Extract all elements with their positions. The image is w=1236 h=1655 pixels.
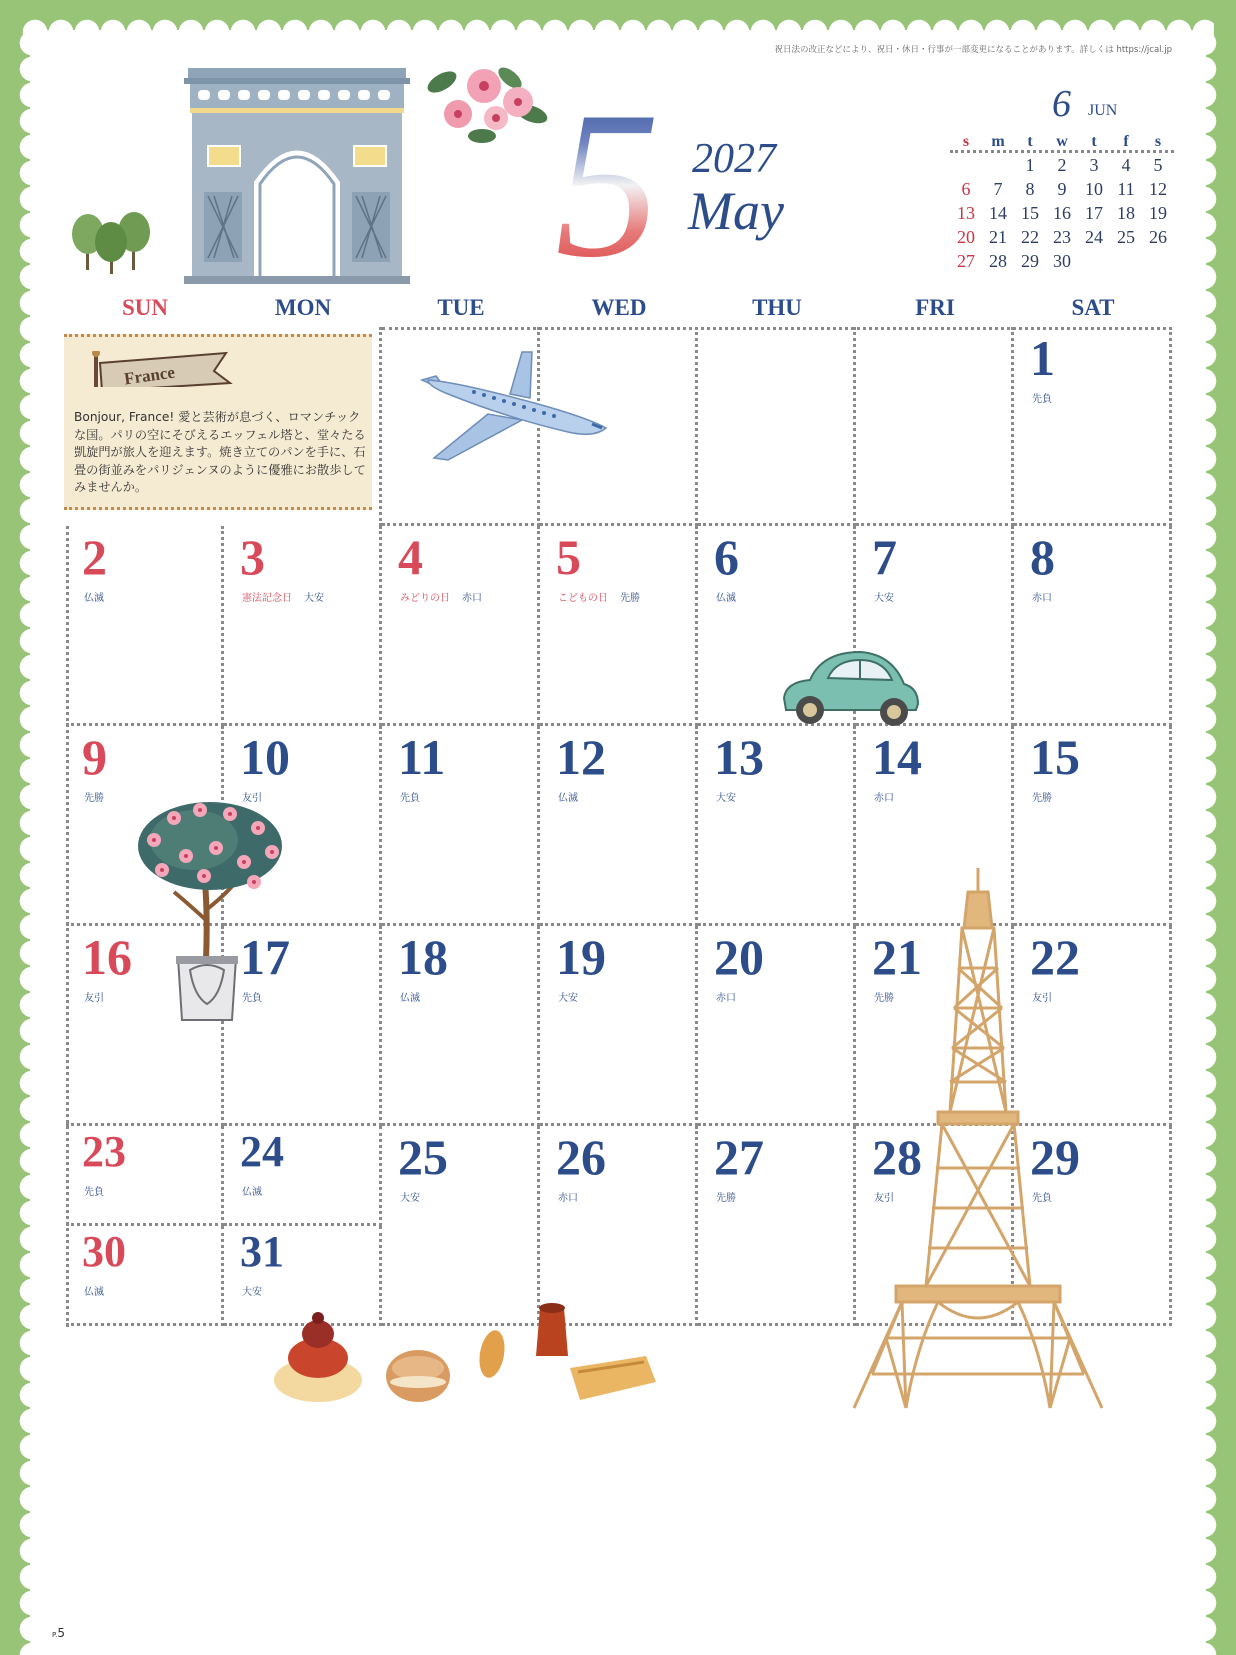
day-sublabel <box>84 989 104 1004</box>
day-number: 11 <box>398 729 446 785</box>
calendar-day-cell <box>66 1126 224 1226</box>
holiday-name: みどりの日 <box>400 593 450 604</box>
day-number: 26 <box>556 1129 606 1185</box>
day-sublabel <box>558 589 640 604</box>
trees-illustration <box>70 208 156 276</box>
next-month-calendar <box>950 82 1174 273</box>
rokuyo-label: 先勝 <box>1032 793 1052 804</box>
rokuyo-label: 友引 <box>242 793 262 804</box>
mini-day: 20 <box>957 226 975 247</box>
day-number: 4 <box>398 529 423 585</box>
scallop-border-right <box>1192 30 1218 1655</box>
day-sublabel <box>558 1189 578 1204</box>
mini-day: 7 <box>993 178 1003 199</box>
calendar-day-cell <box>382 1126 540 1326</box>
day-sublabel <box>558 989 578 1004</box>
rokuyo-label: 仏滅 <box>242 1187 262 1198</box>
mini-day: 4 <box>1121 154 1131 175</box>
day-sublabel <box>400 789 420 804</box>
mini-day: 12 <box>1149 178 1167 199</box>
pink-flowers-illustration <box>422 58 554 144</box>
day-sublabel <box>400 1189 420 1204</box>
calendar-day-cell <box>698 1126 856 1326</box>
rokuyo-label: 仏滅 <box>716 593 736 604</box>
rokuyo-label: 赤口 <box>558 1193 578 1204</box>
mini-day: 10 <box>1085 178 1103 199</box>
day-sublabel <box>874 789 894 804</box>
day-sublabel <box>84 1283 104 1298</box>
day-sublabel <box>84 789 104 804</box>
day-sublabel <box>400 589 482 604</box>
airplane-illustration <box>418 350 612 462</box>
day-sublabel <box>400 989 420 1004</box>
day-sublabel <box>716 989 736 1004</box>
day-number: 5 <box>556 529 581 585</box>
info-box-title: France <box>122 362 176 389</box>
mini-weekday: m <box>991 133 1005 150</box>
weekday-header-row <box>66 292 1172 324</box>
mini-day: 26 <box>1149 226 1167 247</box>
france-info-box <box>64 334 372 510</box>
calendar-day-cell <box>1014 526 1172 726</box>
day-sublabel <box>1032 390 1052 405</box>
rokuyo-label: 先負 <box>1032 394 1052 405</box>
mini-day: 21 <box>989 226 1007 247</box>
mini-day: 24 <box>1085 226 1103 247</box>
calendar-day-cell <box>540 726 698 926</box>
mini-week <box>950 177 1174 201</box>
day-number: 15 <box>1030 729 1080 785</box>
holiday-name: こどもの日 <box>558 593 608 604</box>
day-number: 30 <box>82 1227 126 1276</box>
mini-day: 23 <box>1053 226 1071 247</box>
rokuyo-label: 先負 <box>1032 1193 1052 1204</box>
day-number: 28 <box>872 1129 922 1185</box>
weekday-tue: TUE <box>382 292 540 324</box>
calendar-cell-empty <box>698 327 856 526</box>
scallop-border-top <box>22 18 1214 44</box>
mini-day: 2 <box>1057 154 1067 175</box>
rokuyo-label: 仏滅 <box>558 793 578 804</box>
mini-week <box>950 225 1174 249</box>
calendar-day-cell <box>698 726 856 926</box>
rokuyo-label: 大安 <box>242 1287 262 1298</box>
next-month-number: 6 <box>1052 83 1071 125</box>
day-number: 13 <box>714 729 764 785</box>
rokuyo-label: 大安 <box>716 793 736 804</box>
day-number: 1 <box>1030 330 1055 386</box>
calendar-day-cell <box>1014 327 1172 526</box>
rokuyo-label: 先勝 <box>620 593 640 604</box>
mini-day: 17 <box>1085 202 1103 223</box>
mini-weekday: f <box>1123 133 1129 150</box>
weekday-sat: SAT <box>1014 292 1172 324</box>
rokuyo-label: 先勝 <box>716 1193 736 1204</box>
day-number: 21 <box>872 929 922 985</box>
mini-weekday: w <box>1056 133 1068 150</box>
day-number: 24 <box>240 1127 284 1176</box>
day-number: 29 <box>1030 1129 1080 1185</box>
arc-de-triomphe-illustration <box>184 64 410 284</box>
day-sublabel <box>558 789 578 804</box>
mini-week <box>950 201 1174 225</box>
mini-day: 8 <box>1025 178 1035 199</box>
calendar-day-cell <box>540 526 698 726</box>
rokuyo-label: 大安 <box>874 593 894 604</box>
day-sublabel <box>84 589 104 604</box>
rokuyo-label: 大安 <box>304 593 324 604</box>
calendar-day-cell <box>224 526 382 726</box>
day-sublabel <box>242 589 324 604</box>
holiday-name: 憲法記念日 <box>242 593 292 604</box>
weekday-fri: FRI <box>856 292 1014 324</box>
day-sublabel <box>874 589 894 604</box>
day-number: 18 <box>398 929 448 985</box>
calendar-day-cell <box>540 1126 698 1326</box>
day-number: 31 <box>240 1227 284 1276</box>
day-number: 12 <box>556 729 606 785</box>
rokuyo-label: 仏滅 <box>84 593 104 604</box>
day-number: 14 <box>872 729 922 785</box>
day-number: 27 <box>714 1129 764 1185</box>
mini-day: 15 <box>1021 202 1039 223</box>
day-sublabel <box>716 589 736 604</box>
rokuyo-label: 友引 <box>874 1193 894 1204</box>
day-sublabel <box>242 1283 262 1298</box>
rokuyo-label: 仏滅 <box>400 993 420 1004</box>
mini-day: 3 <box>1089 154 1099 175</box>
mini-day: 22 <box>1021 226 1039 247</box>
rokuyo-label: 先勝 <box>84 793 104 804</box>
mini-day: 18 <box>1117 202 1135 223</box>
mini-day: 30 <box>1053 250 1071 271</box>
mini-weekday: t <box>1027 133 1033 150</box>
pastries-illustration <box>270 1298 662 1410</box>
mini-day: 19 <box>1149 202 1167 223</box>
rokuyo-label: 大安 <box>400 1193 420 1204</box>
mini-day: 29 <box>1021 250 1039 271</box>
rokuyo-label: 友引 <box>84 993 104 1004</box>
rokuyo-label: 赤口 <box>462 593 482 604</box>
day-sublabel <box>242 1183 262 1198</box>
page-prefix: P. <box>52 1631 58 1639</box>
mini-day: 27 <box>957 250 975 271</box>
day-number: 6 <box>714 529 739 585</box>
day-number: 2 <box>82 529 107 585</box>
mini-weekday: s <box>962 133 970 150</box>
page-number <box>52 1626 65 1640</box>
rokuyo-label: 先負 <box>84 1187 104 1198</box>
mini-day: 28 <box>989 250 1007 271</box>
rokuyo-label: 赤口 <box>1032 593 1052 604</box>
calendar-day-cell <box>540 926 698 1126</box>
weekday-wed: WED <box>540 292 698 324</box>
rokuyo-label: 先勝 <box>874 993 894 1004</box>
day-number: 20 <box>714 929 764 985</box>
mini-day: 11 <box>1117 178 1135 199</box>
mini-weekday: t <box>1091 133 1097 150</box>
mini-day: 9 <box>1057 178 1067 199</box>
day-number: 17 <box>240 929 290 985</box>
mini-day: 14 <box>989 202 1007 223</box>
calendar-cell-empty <box>856 327 1014 526</box>
weekday-mon: MON <box>224 292 382 324</box>
day-number: 22 <box>1030 929 1080 985</box>
scallop-border-left <box>18 30 44 1655</box>
next-month-weekdays <box>950 126 1174 153</box>
day-number: 25 <box>398 1129 448 1185</box>
calendar-day-cell <box>382 726 540 926</box>
rokuyo-label: 友引 <box>1032 993 1052 1004</box>
day-sublabel <box>84 1183 104 1198</box>
day-number: 16 <box>82 929 132 985</box>
rokuyo-label: 赤口 <box>874 793 894 804</box>
mini-day: 1 <box>1025 154 1035 175</box>
calendar-day-cell <box>66 1226 224 1326</box>
calendar-day-cell <box>224 1126 382 1226</box>
day-number: 19 <box>556 929 606 985</box>
day-sublabel <box>1032 589 1052 604</box>
rokuyo-label: 先負 <box>400 793 420 804</box>
car-illustration <box>780 648 922 728</box>
day-number: 8 <box>1030 529 1055 585</box>
mini-day: 6 <box>961 178 971 199</box>
calendar-day-cell <box>66 526 224 726</box>
weekday-thu: THU <box>698 292 856 324</box>
year-label: 2027 <box>692 136 776 182</box>
day-number: 3 <box>240 529 265 585</box>
rokuyo-label: 仏滅 <box>84 1287 104 1298</box>
rokuyo-label: 大安 <box>558 993 578 1004</box>
calendar-day-cell <box>382 926 540 1126</box>
mini-day: 25 <box>1117 226 1135 247</box>
day-number: 10 <box>240 729 290 785</box>
day-sublabel <box>716 789 736 804</box>
info-box-text: Bonjour, France! 愛と芸術が息づく、ロマンチックな国。パリの空にそびえるエッフェル塔と、堂々たる凱旋門が旅人を迎えます。焼き立てのパンを手に、石畳の街並みをパリジェンヌのように優雅にお散歩してみませんか。 <box>74 410 366 494</box>
day-number: 7 <box>872 529 897 585</box>
mini-day: 16 <box>1053 202 1071 223</box>
next-month-name: JUN <box>1088 102 1118 119</box>
mini-day: 13 <box>957 202 975 223</box>
calendar-day-cell <box>382 526 540 726</box>
day-sublabel <box>1032 789 1052 804</box>
page-number-value: 5 <box>57 1626 65 1640</box>
month-number: 5 <box>555 69 660 301</box>
mini-day: 5 <box>1153 154 1163 175</box>
rokuyo-label: 先負 <box>242 993 262 1004</box>
day-sublabel <box>716 1189 736 1204</box>
month-name: May <box>688 181 784 241</box>
weekday-sun: SUN <box>66 292 224 324</box>
rokuyo-label: 赤口 <box>716 993 736 1004</box>
mini-weekday: s <box>1154 133 1162 150</box>
day-number: 23 <box>82 1127 126 1176</box>
mini-week <box>950 249 1174 273</box>
eiffel-tower-illustration <box>846 868 1110 1410</box>
holiday-notice: 祝日法の改正などにより、祝日・休日・行事が一部変更になることがあります。詳しくは https://jcal.jp <box>774 45 1172 55</box>
flower-tree-pot-illustration <box>134 800 286 1022</box>
calendar-day-cell <box>698 926 856 1126</box>
day-number: 9 <box>82 729 107 785</box>
